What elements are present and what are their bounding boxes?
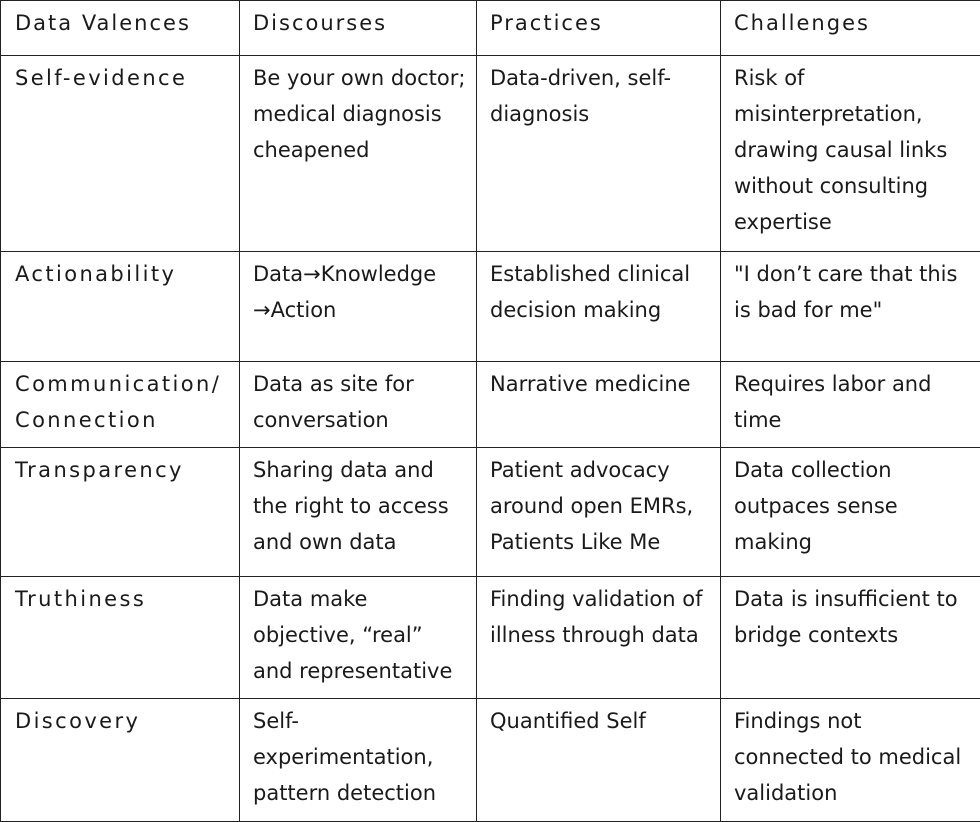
valence-cell: Truthiness [1, 577, 240, 699]
valence-cell: Discovery [1, 699, 240, 822]
practice-cell: Established clinical decision making [477, 252, 721, 362]
challenge-cell: Data is insufficient to bridge contexts [721, 577, 980, 699]
challenge-cell: "I don’t care that this is bad for me" [721, 252, 980, 362]
table-row [1, 577, 980, 699]
practice-cell: Narrative medicine [477, 362, 721, 448]
practice-cell: Quantified Self [477, 699, 721, 822]
practice-cell: Data-driven, self-diagnosis [477, 56, 721, 252]
valence-cell: Communication/ Connection [1, 362, 240, 448]
valence-cell: Actionability [1, 252, 240, 362]
discourse-cell: Data as site for conversation [240, 362, 477, 448]
header-practices: Practices [477, 1, 721, 56]
discourse-cell: Data→Knowledge →Action [240, 252, 477, 362]
header-data-valences: Data Valences [1, 1, 240, 56]
discourse-cell: Sharing data and the right to access and own data [240, 448, 477, 577]
discourse-cell: Self-experimentation, pattern detection [240, 699, 477, 822]
table-row [1, 362, 980, 448]
valence-cell: Self-evidence [1, 56, 240, 252]
header-discourses: Discourses [240, 1, 477, 56]
discourse-cell: Be your own doctor; medical diagnosis cheapened [240, 56, 477, 252]
challenge-cell: Data collection outpaces sense making [721, 448, 980, 577]
practice-cell: Patient advocacy around open EMRs, Patients Like Me [477, 448, 721, 577]
challenge-cell: Risk of misinterpretation, drawing causal links without consulting expertise [721, 56, 980, 252]
challenge-cell: Requires labor and time [721, 362, 980, 448]
table-row [1, 699, 980, 822]
header-row [1, 1, 980, 56]
table-row [1, 56, 980, 252]
practice-cell: Finding validation of illness through data [477, 577, 721, 699]
valence-cell: Transparency [1, 448, 240, 577]
discourse-cell: Data make objective, “real” and representative [240, 577, 477, 699]
table-row [1, 448, 980, 577]
header-challenges: Challenges [721, 1, 980, 56]
challenge-cell: Findings not connected to medical validation [721, 699, 980, 822]
table-row [1, 252, 980, 362]
